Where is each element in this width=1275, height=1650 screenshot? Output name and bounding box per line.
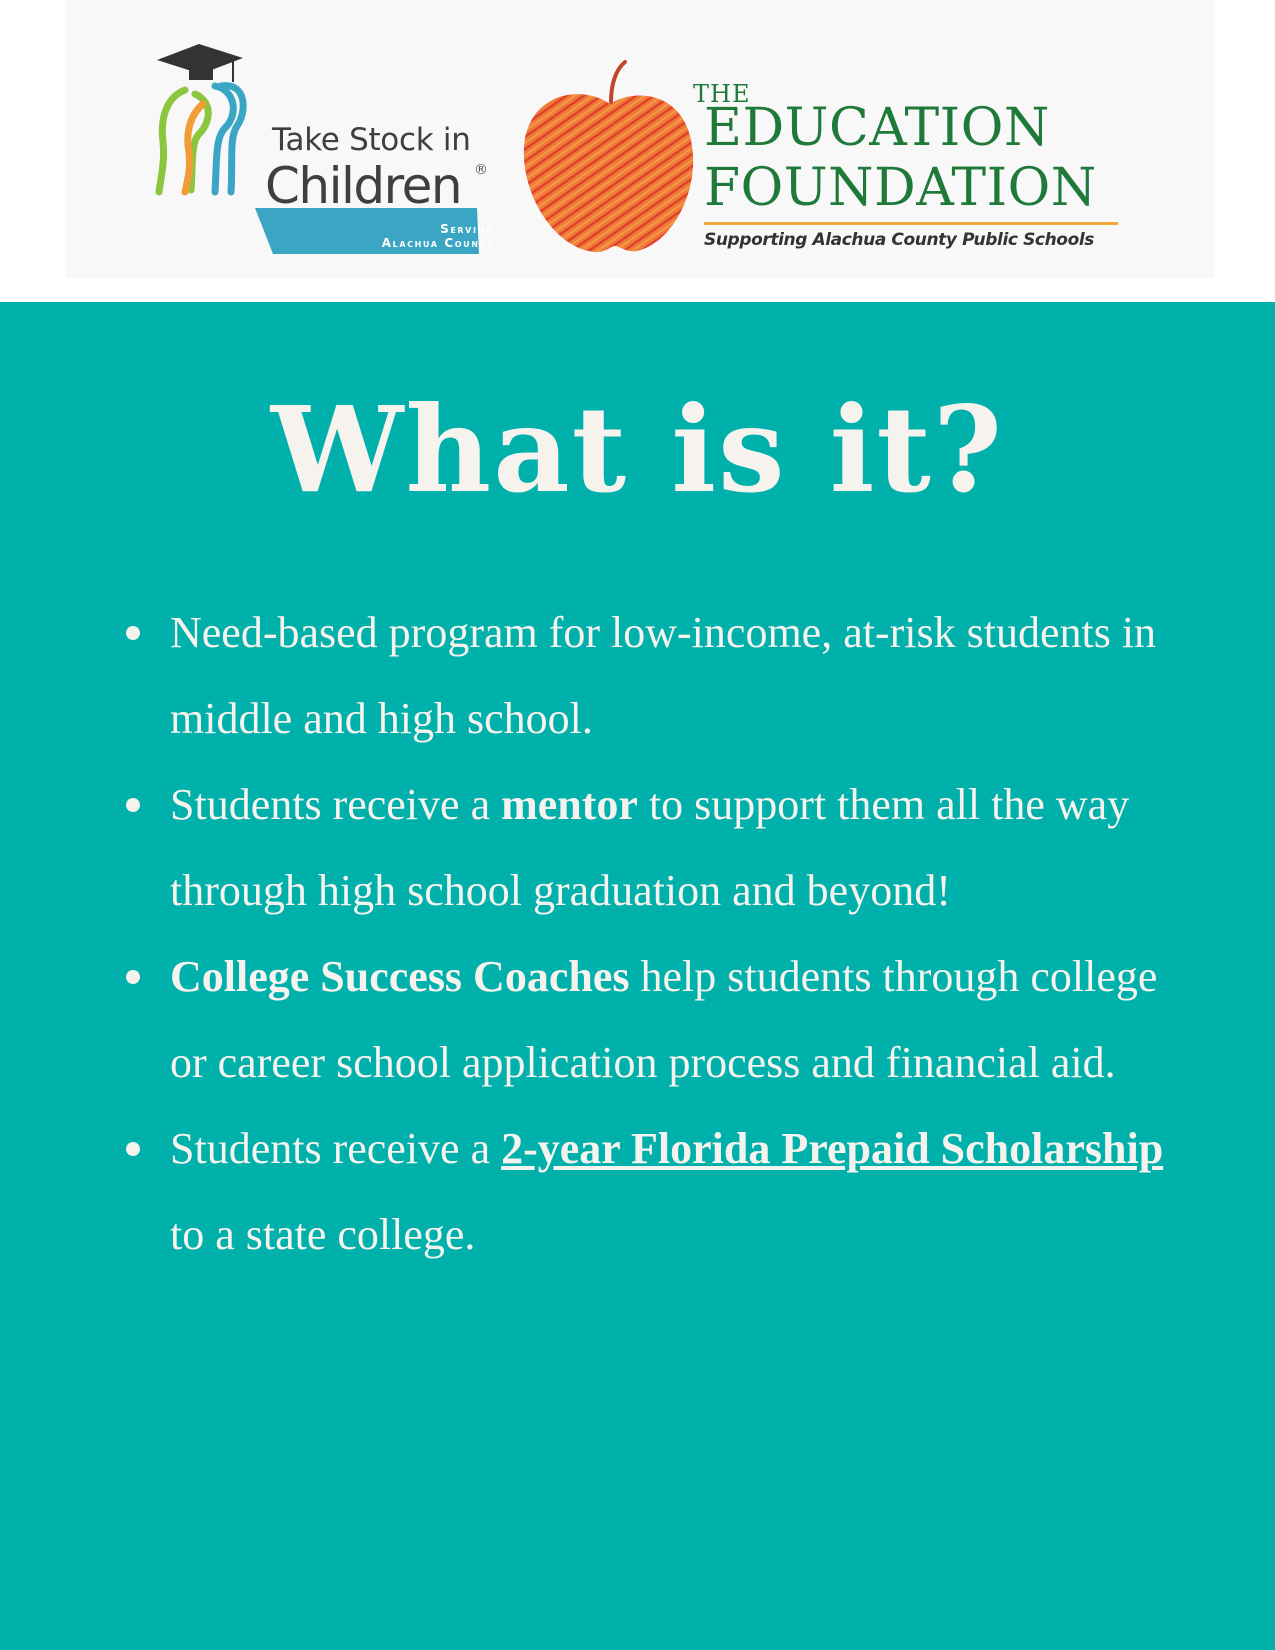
bullet-list (120, 590, 1190, 1278)
bullet-text-pre: Students receive a (170, 780, 502, 829)
tsic-logo-line2: Children (265, 157, 462, 215)
bullet-item-mentor (120, 762, 1190, 934)
tsic-logo-line1: Take Stock in (272, 122, 471, 158)
bullet-item-scholarship (120, 1106, 1190, 1278)
ef-logo-education: EDUCATION (704, 98, 1050, 158)
bullet-text-post: to support them all the way through high school graduation and beyond! (170, 780, 1130, 915)
bullet-item-need-based (120, 590, 1190, 762)
apple-logo (515, 56, 705, 256)
tsic-serving-text (268, 222, 494, 250)
ef-logo-tagline: Supporting Alachua County Public Schools (704, 230, 1095, 250)
ef-logo-rule (704, 222, 1118, 225)
bullet-text-pre: Students receive a (170, 1124, 502, 1173)
page-title: What is it? (270, 380, 1005, 519)
ef-logo-foundation: FOUNDATION (704, 158, 1097, 218)
bullet-text-post: to a state college. (170, 1210, 476, 1259)
header (0, 0, 1275, 302)
bullet-text-post: help students through college or career school application process and financial aid. (170, 952, 1158, 1087)
registered-mark: ® (474, 162, 488, 178)
bullet-text: Need-based program for low-income, at-risk students in middle and high school. (170, 608, 1157, 743)
bullet-item-coaches (120, 934, 1190, 1106)
bullet-bold-mentor: mentor (501, 780, 638, 829)
tsic-serving-line2: Alachua County (381, 236, 494, 250)
scholarship-link[interactable]: 2-year Florida Prepaid Scholarship (501, 1124, 1164, 1173)
tsic-serving-line1: Serving (440, 222, 494, 236)
ef-logo-the: THE (693, 80, 751, 108)
bullet-bold-coaches: College Success Coaches (170, 952, 630, 1001)
